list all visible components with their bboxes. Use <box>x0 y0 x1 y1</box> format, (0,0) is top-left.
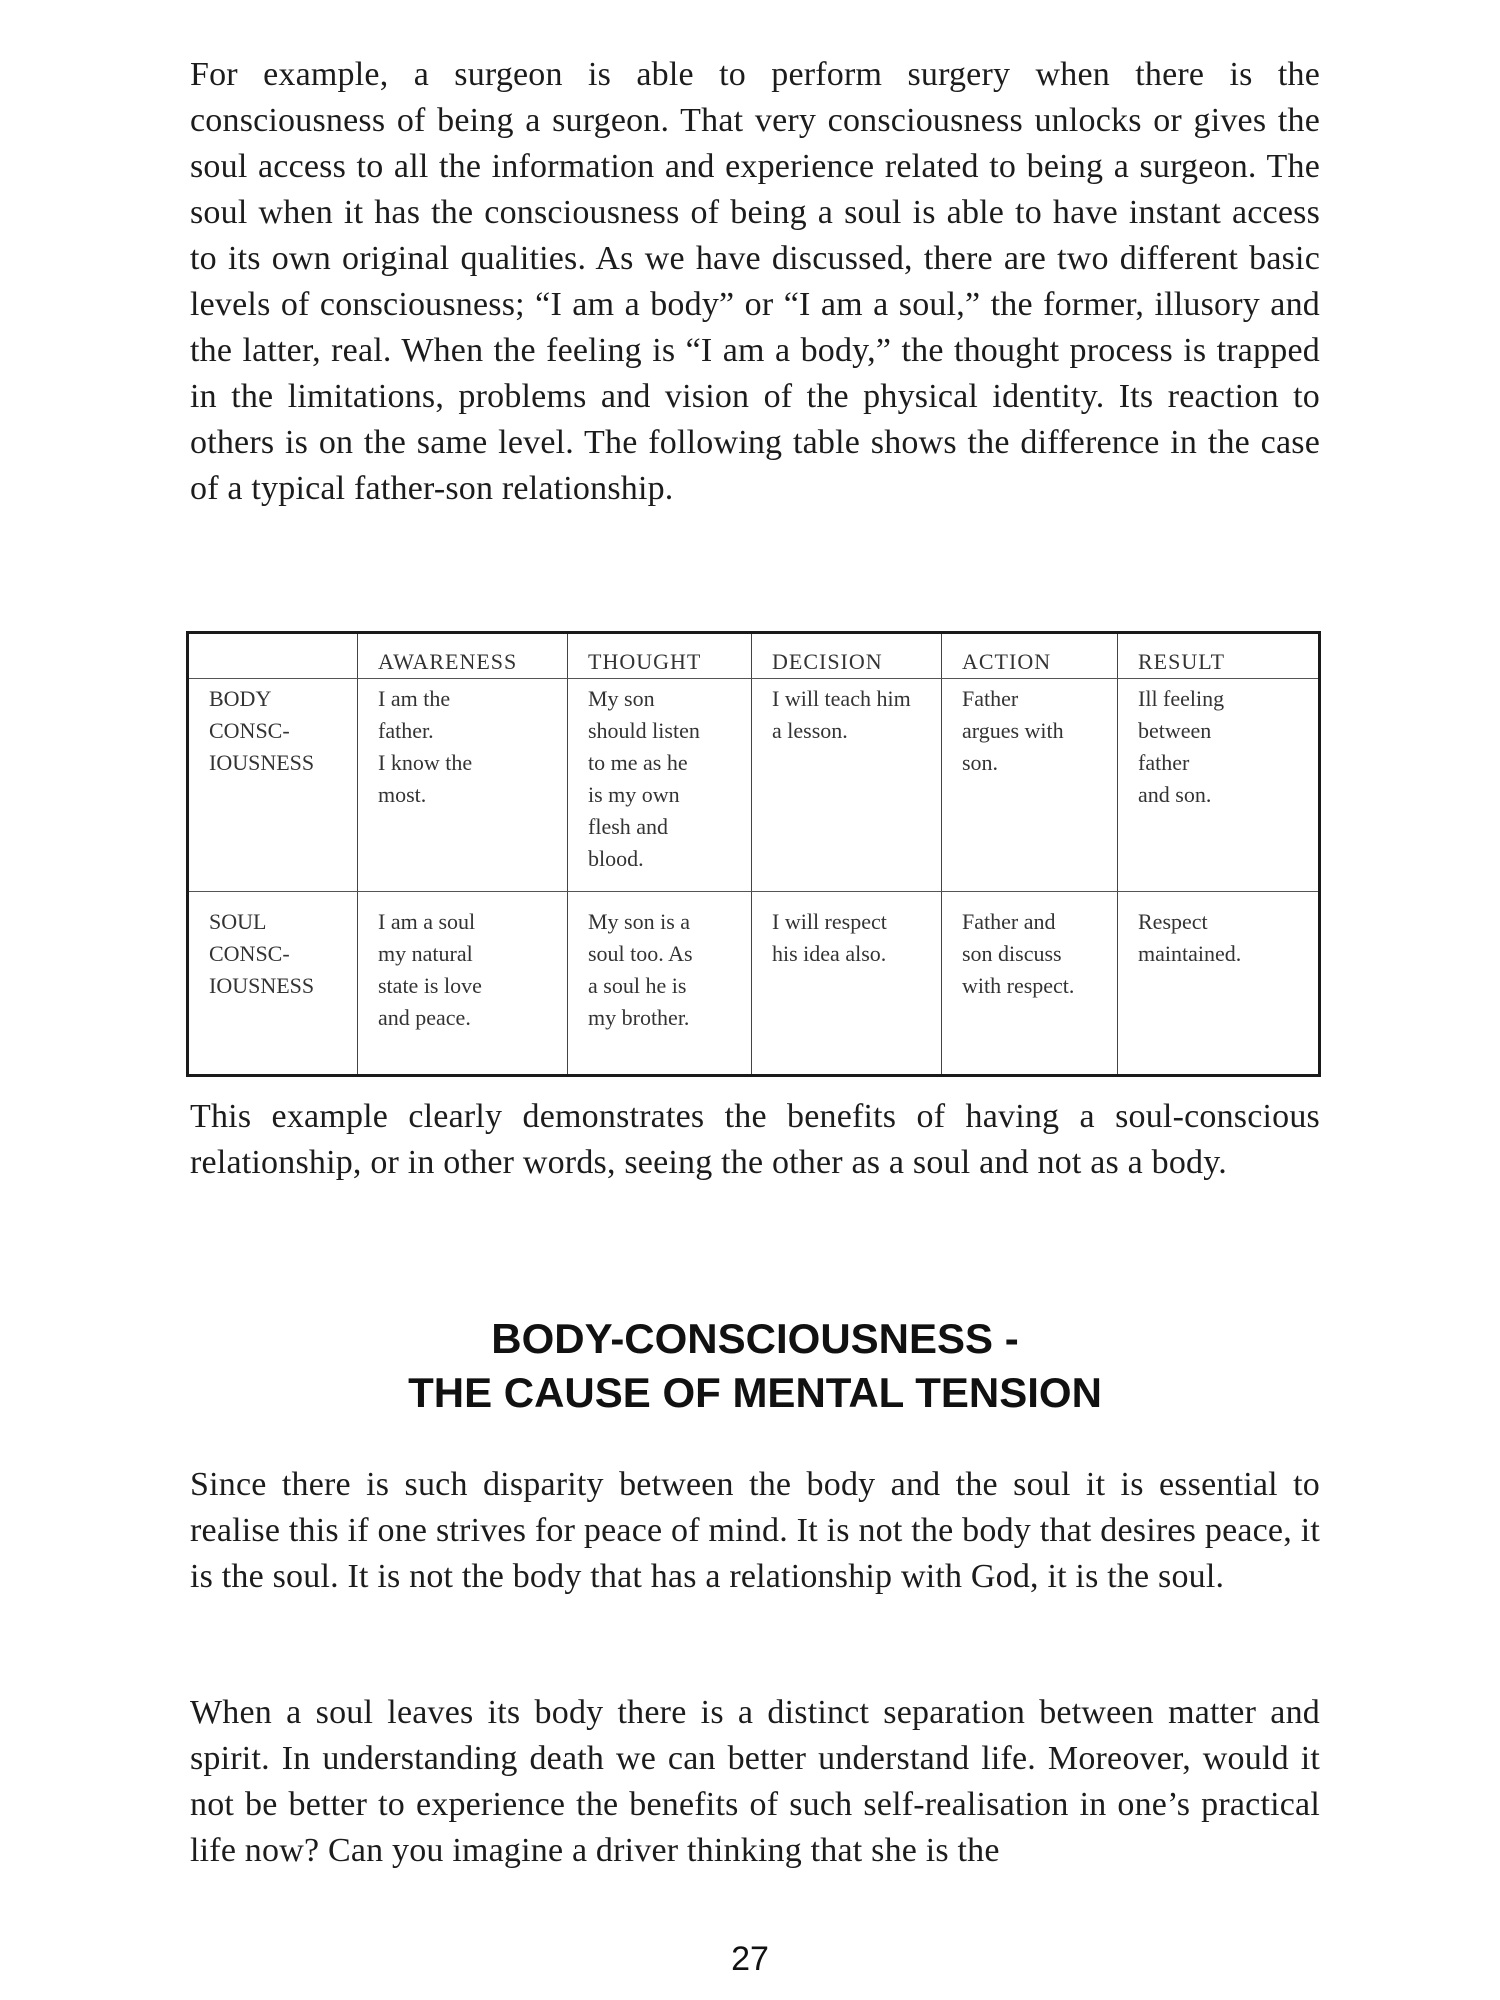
cell-line: is my own <box>588 782 680 807</box>
cell-line: CONSC- <box>209 718 290 743</box>
cell-line: with respect. <box>962 973 1075 998</box>
disparity-paragraph: Since there is such disparity between the body and the soul it is essential to realise this if one strives for peace of mind. It is not the body that desires peace, it is the soul. It is not the body that has a relationship with God, it is the soul. <box>190 1466 1320 1595</box>
cell-line: Ill feeling <box>1138 686 1225 711</box>
cell-line: a soul he is <box>588 973 687 998</box>
cell-line: father <box>1138 750 1190 775</box>
cell-line: his idea also. <box>772 941 887 966</box>
cell-line: soul too. As <box>588 941 693 966</box>
cell-line: I will teach him <box>772 686 911 711</box>
cell-line: to me as he <box>588 750 688 775</box>
cell-line: SOUL <box>209 909 267 934</box>
cell-line: state is love <box>378 973 482 998</box>
cell-line: I am a soul <box>378 909 476 934</box>
cell-line: my brother. <box>588 1005 690 1030</box>
table-header-cell: DECISION <box>752 633 942 679</box>
section-heading-line: BODY-CONSCIOUSNESS - <box>491 1315 1019 1362</box>
thought-cell <box>568 892 752 1076</box>
decision-cell <box>752 679 942 892</box>
cell-line: CONSC- <box>209 941 290 966</box>
cell-line: blood. <box>588 846 644 871</box>
cell-line: son discuss <box>962 941 1062 966</box>
cell-line: I am the <box>378 686 451 711</box>
table-row <box>188 679 1320 892</box>
thought-cell <box>568 679 752 892</box>
table-header-cell: RESULT <box>1118 633 1320 679</box>
cell-line: Respect <box>1138 909 1208 934</box>
cell-line: My son is a <box>588 909 691 934</box>
action-cell <box>942 892 1118 1076</box>
table-header-cell: ACTION <box>942 633 1118 679</box>
cell-line: IOUSNESS <box>209 973 315 998</box>
page-number: 27 <box>731 1940 769 1978</box>
cell-line: maintained. <box>1138 941 1242 966</box>
consciousness-comparison-table <box>186 631 1321 1077</box>
table-header-cell <box>188 633 358 679</box>
cell-line: Father and <box>962 909 1056 934</box>
cell-line: IOUSNESS <box>209 750 315 775</box>
death-paragraph: When a soul leaves its body there is a distinct separation between matter and spirit. In understanding death we can better understand life. Moreover, would it not be better to experience the benefits of such self-realisation in one’s practical life now? Can you imagine a driver thinking that she is the <box>190 1694 1320 1869</box>
cell-line: a lesson. <box>772 718 848 743</box>
cell-line: most. <box>378 782 427 807</box>
cell-line: argues with <box>962 718 1064 743</box>
cell-line: My son <box>588 686 655 711</box>
cell-line: Father <box>962 686 1019 711</box>
action-cell <box>942 679 1118 892</box>
row-label-cell <box>188 892 358 1076</box>
section-heading-line: THE CAUSE OF MENTAL TENSION <box>408 1369 1102 1416</box>
awareness-cell <box>358 892 568 1076</box>
intro-paragraph: For example, a surgeon is able to perform surgery when there is the consciousness of being a surgeon. That very consciousness unlocks or gives the soul access to all the information and experience related to being a surgeon. The soul when it has the consciousness of being a soul is able to have instant access to its own original qualities. As we have discussed, there are two different basic levels of consciousness; “I am a body” or “I am a soul,” the former, illusory and the latter, real. When the feeling is “I am a body,” the thought process is trapped in the limitations, problems and vision of the physical identity. Its reaction to others is on the same level. The following table shows the difference in the case of a typical father-son relationship. <box>190 56 1320 507</box>
cell-line: I know the <box>378 750 473 775</box>
section-heading <box>190 1312 1320 1420</box>
result-cell <box>1118 892 1320 1076</box>
cell-line: I will respect <box>772 909 887 934</box>
row-label-cell <box>188 679 358 892</box>
cell-line: between <box>1138 718 1212 743</box>
cell-line: flesh and <box>588 814 669 839</box>
table-header-cell: THOUGHT <box>568 633 752 679</box>
decision-cell <box>752 892 942 1076</box>
cell-line: and son. <box>1138 782 1212 807</box>
result-cell <box>1118 679 1320 892</box>
cell-line: son. <box>962 750 999 775</box>
conclusion-paragraph: This example clearly demonstrates the benefits of having a soul-conscious relationship, or in other words, seeing the other as a soul and not as a body. <box>190 1098 1320 1181</box>
awareness-cell <box>358 679 568 892</box>
cell-line: my natural <box>378 941 473 966</box>
table-row <box>188 892 1320 1076</box>
cell-line: should listen <box>588 718 700 743</box>
table-header-cell: AWARENESS <box>358 633 568 679</box>
cell-line: and peace. <box>378 1005 471 1030</box>
cell-line: BODY <box>209 686 272 711</box>
cell-line: father. <box>378 718 434 743</box>
table-header-row <box>188 633 1320 679</box>
